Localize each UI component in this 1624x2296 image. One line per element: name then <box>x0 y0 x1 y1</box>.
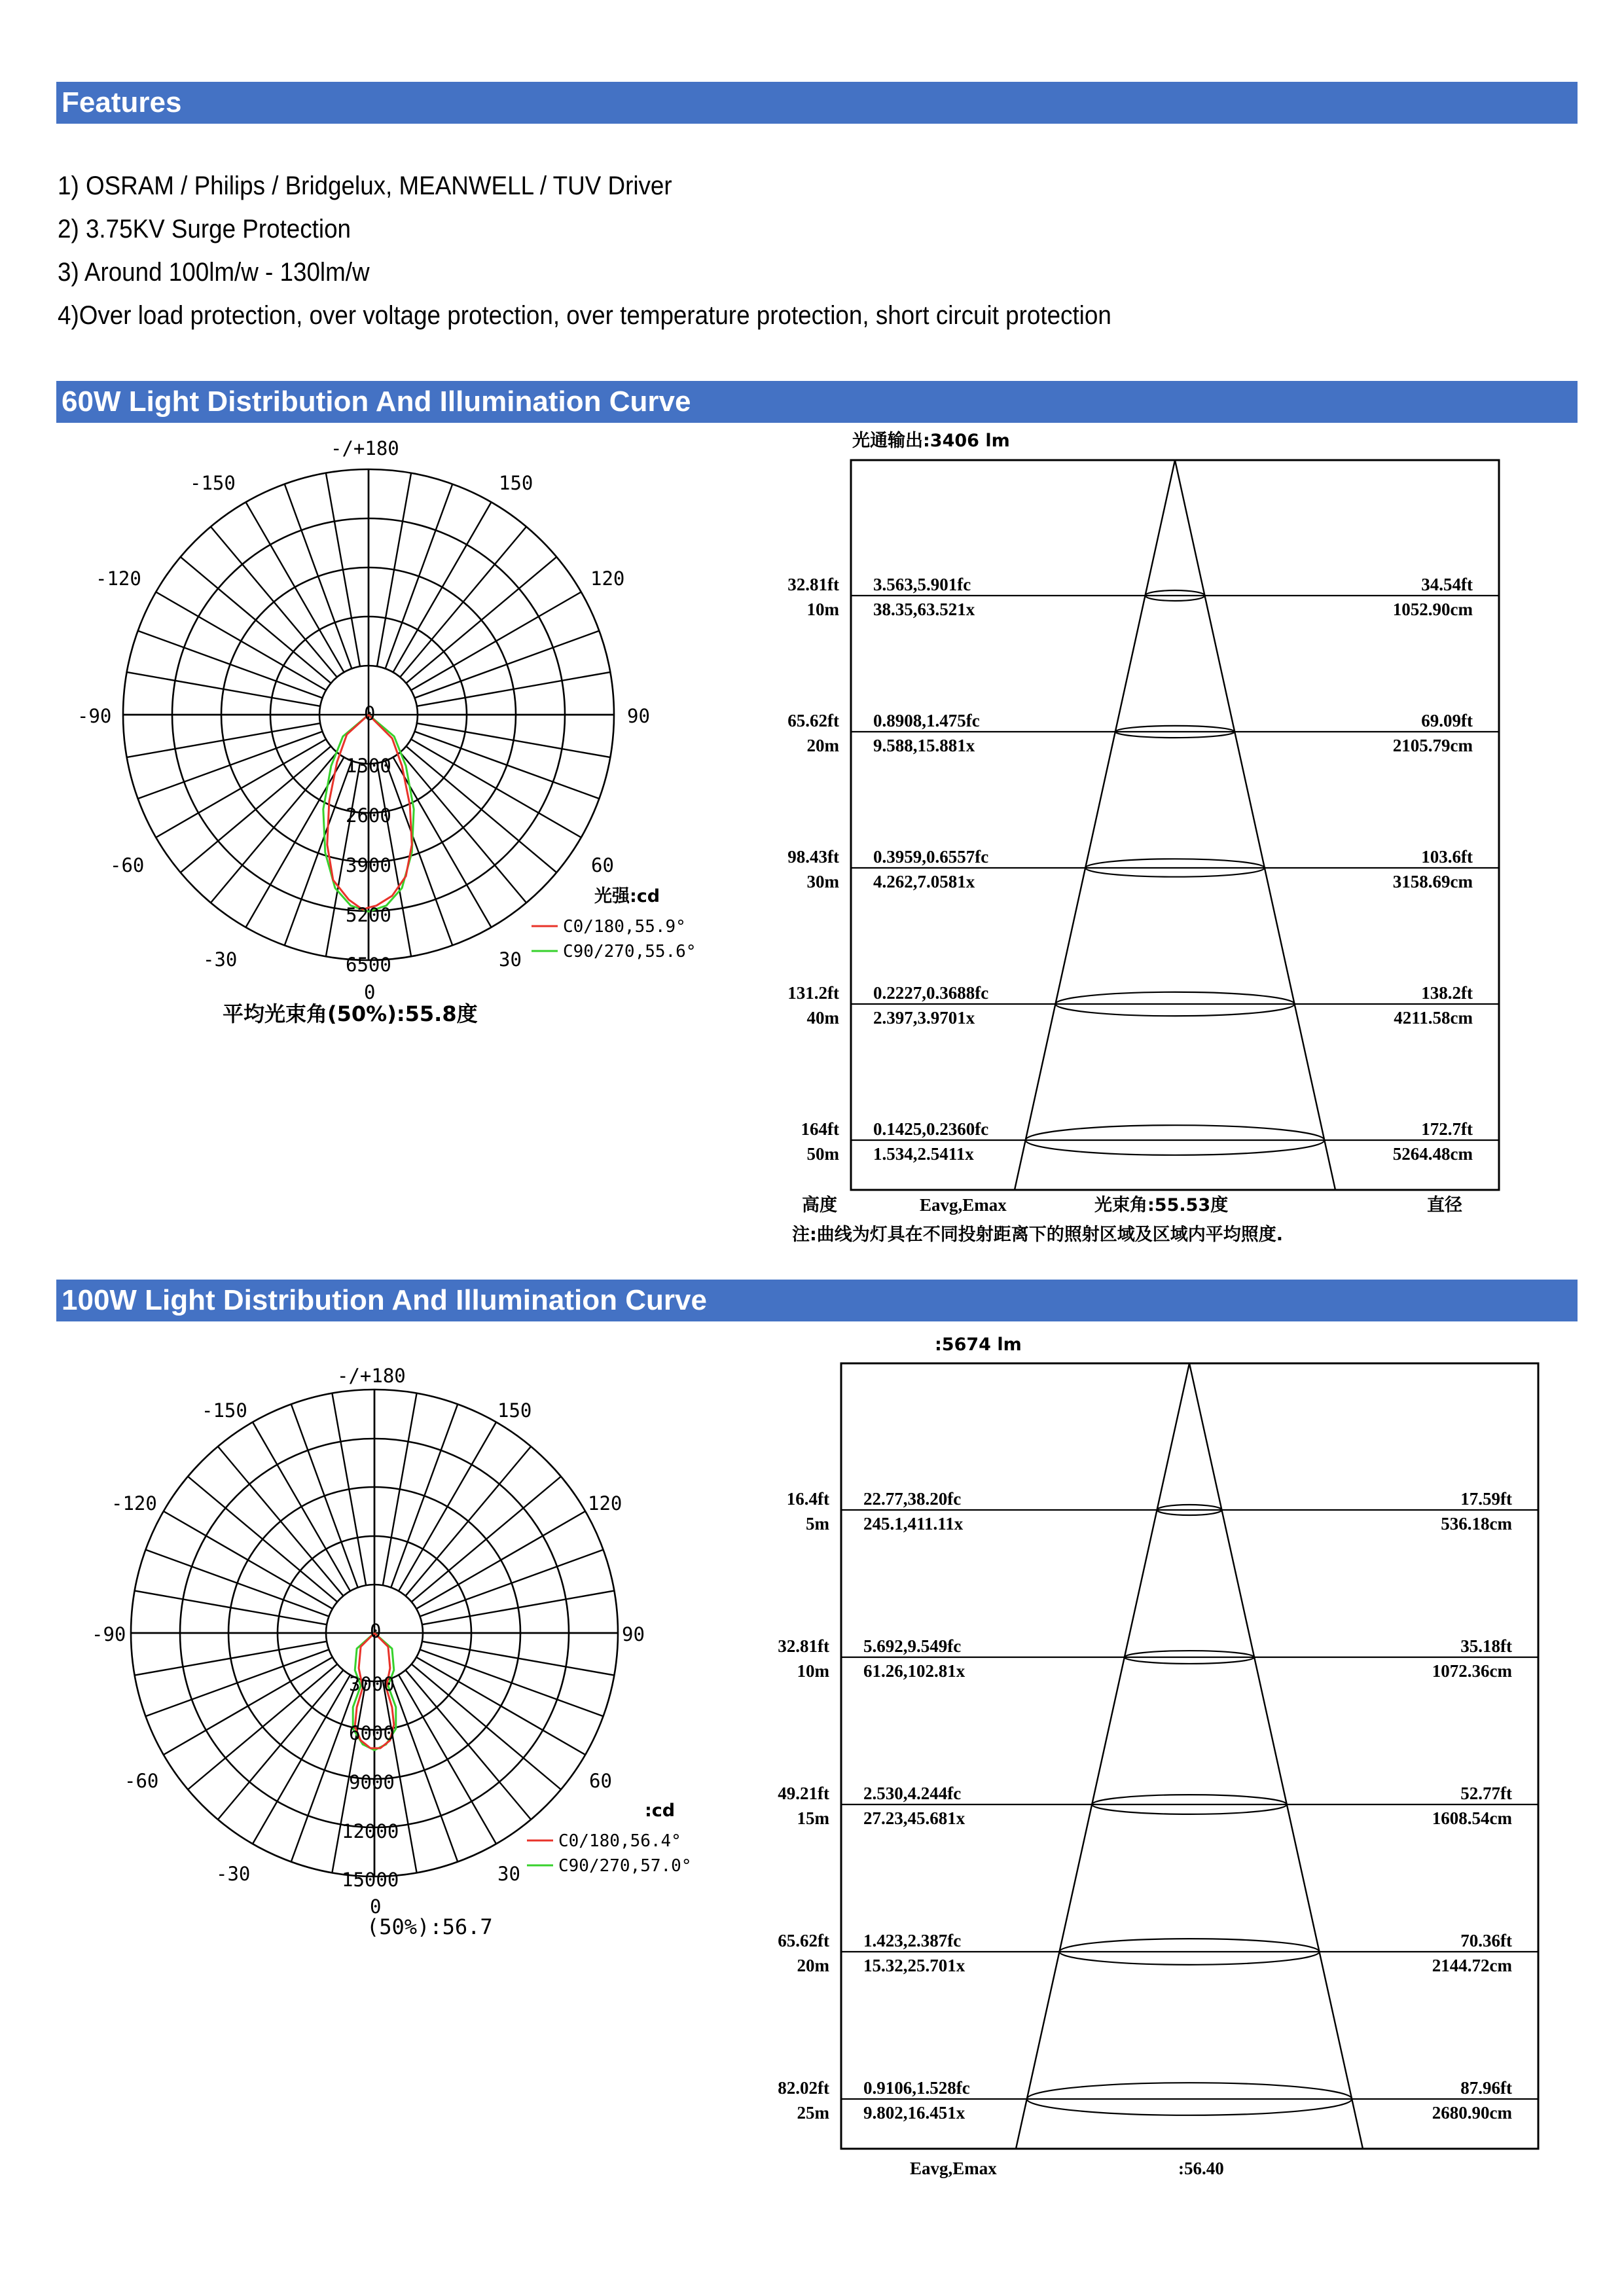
distance-ft: 82.02ft <box>778 2078 829 2098</box>
polar-spoke <box>246 502 344 672</box>
diameter-ft: 34.54ft <box>1421 575 1473 594</box>
illuminance-fc: 22.77,38.20fc <box>863 1489 962 1509</box>
angle-label: 90 <box>627 705 650 727</box>
distance-ft: 32.81ft <box>778 1636 829 1656</box>
legend-label-c90: C90/270,55.6° <box>563 942 696 961</box>
polar-spoke <box>188 1664 338 1789</box>
legend-label-c0: C0/180,55.9° <box>563 917 686 937</box>
footer-beam-label: 光束角:55.53度 <box>1094 1195 1229 1215</box>
polar-spoke <box>420 1550 603 1617</box>
polar-spoke <box>145 1550 329 1617</box>
polar-spoke <box>405 1670 531 1820</box>
angle-label: -/+180 <box>337 1365 406 1387</box>
polar-spoke <box>414 631 600 698</box>
illuminance-lx: 27.23,45.681x <box>863 1808 965 1828</box>
unit-label: 光强:cd <box>594 886 660 906</box>
diameter-cm: 4211.58cm <box>1394 1008 1473 1028</box>
radial-label: 9000 <box>349 1771 395 1793</box>
angle-label: -30 <box>203 948 238 971</box>
angle-label: -150 <box>190 472 236 494</box>
illuminance-fc: 0.1425,0.2360fc <box>873 1119 989 1139</box>
illuminance-lx: 38.35,63.521x <box>873 600 975 619</box>
feature-item-3: 3) Around 100lm/w - 130lm/w <box>58 258 370 287</box>
polar-spoke <box>393 502 491 672</box>
angle-label: -90 <box>92 1623 126 1645</box>
center-label: 0 <box>364 702 376 725</box>
polar-spoke <box>138 731 323 798</box>
diameter-cm: 2105.79cm <box>1392 736 1473 755</box>
polar-spoke <box>383 1393 417 1586</box>
angle-label: 60 <box>591 854 614 876</box>
radial-label: 3900 <box>346 854 391 876</box>
polar-spoke <box>145 1649 329 1716</box>
polar-spoke <box>291 1404 358 1587</box>
polar-diagram-60w <box>0 425 785 1047</box>
distance-m: 30m <box>806 872 839 891</box>
illumination-cone-60w <box>753 425 1604 1270</box>
distance-ft: 98.43ft <box>787 847 839 867</box>
diameter-ft: 103.6ft <box>1421 847 1473 867</box>
angle-label: 60 <box>589 1770 612 1792</box>
polar-spoke <box>246 757 344 927</box>
polar-spoke <box>164 1511 333 1609</box>
angle-label: 30 <box>497 1863 520 1885</box>
distance-ft: 32.81ft <box>787 575 839 594</box>
footnote: 注:曲线为灯具在不同投射距离下的照射区域及区域内平均照度. <box>792 1225 1284 1245</box>
angle-label: -/+180 <box>331 437 399 459</box>
polar-spoke <box>391 1678 458 1861</box>
flux-label: :5674 lm <box>935 1335 1022 1355</box>
polar-spoke <box>127 723 321 757</box>
polar-spoke <box>253 1675 350 1844</box>
polar-spoke <box>416 1657 585 1755</box>
polar-spoke <box>135 1641 327 1676</box>
polar-spoke <box>385 761 452 946</box>
polar-spoke <box>188 1477 338 1602</box>
footer-beam-label: :56.40 <box>1178 2159 1224 2178</box>
polar-spoke <box>385 484 452 670</box>
polar-spoke <box>399 1675 496 1844</box>
radial-label: 3000 <box>349 1673 395 1695</box>
polar-spoke <box>400 527 526 677</box>
polar-spoke <box>416 1511 585 1609</box>
legend-label-c90: C90/270,57.0° <box>558 1856 692 1876</box>
diameter-cm: 2144.72cm <box>1432 1956 1512 1975</box>
polar-spoke <box>410 739 581 837</box>
illuminance-fc: 1.423,2.387fc <box>863 1931 962 1950</box>
radial-label: 6500 <box>346 954 391 976</box>
angle-label: -120 <box>96 567 141 590</box>
illuminance-lx: 61.26,102.81x <box>863 1661 965 1681</box>
angle-label: 150 <box>497 1399 532 1422</box>
diameter-cm: 1608.54cm <box>1432 1808 1512 1828</box>
angle-label: -120 <box>111 1492 157 1515</box>
polar-spoke <box>406 746 556 872</box>
illuminance-fc: 0.2227,0.3688fc <box>873 983 989 1003</box>
section-100w-header: 100W Light Distribution And Illumination Curve <box>56 1280 1578 1321</box>
angle-label: 0 <box>370 1895 382 1918</box>
distance-m: 10m <box>806 600 839 619</box>
polar-spoke <box>138 631 323 698</box>
diameter-cm: 2680.90cm <box>1432 2103 1512 2123</box>
distance-ft: 16.4ft <box>786 1489 829 1509</box>
polar-spoke <box>393 757 491 927</box>
beam-angle-caption: 平均光束角(50%):55.8度 <box>223 1001 478 1026</box>
radial-label: 5200 <box>346 904 391 926</box>
angle-label: 0 <box>364 981 376 1003</box>
footer-diameter-label: 直径 <box>1427 1195 1462 1215</box>
distance-m: 5m <box>806 1514 829 1534</box>
polar-spoke <box>127 672 321 706</box>
feature-item-1: 1) OSRAM / Philips / Bridgelux, MEANWELL / TUV Driver <box>58 171 672 200</box>
center-label: 0 <box>370 1620 382 1642</box>
diameter-ft: 138.2ft <box>1421 983 1473 1003</box>
angle-label: -60 <box>124 1770 159 1792</box>
footer-height-label: 高度 <box>802 1195 837 1215</box>
polar-spoke <box>156 739 326 837</box>
angle-label: 30 <box>499 948 522 971</box>
polar-spoke <box>285 484 352 670</box>
cone-edge <box>1175 460 1335 1190</box>
polar-spoke <box>211 527 337 677</box>
illuminance-fc: 5.692,9.549fc <box>863 1636 962 1656</box>
diameter-ft: 17.59ft <box>1460 1489 1512 1509</box>
illuminance-lx: 1.534,2.5411x <box>873 1144 974 1164</box>
footer-eavg-label: Eavg,Emax <box>910 2159 997 2178</box>
legend-label-c0: C0/180,56.4° <box>558 1831 681 1851</box>
angle-label: -30 <box>216 1863 251 1885</box>
polar-spoke <box>377 473 411 667</box>
polar-spoke <box>422 1641 615 1676</box>
diameter-ft: 70.36ft <box>1460 1931 1512 1950</box>
distance-m: 20m <box>797 1956 829 1975</box>
polar-spoke <box>164 1657 333 1755</box>
polar-spoke <box>156 592 326 691</box>
section-60w-header: 60W Light Distribution And Illumination Curve <box>56 381 1578 423</box>
distance-m: 40m <box>806 1008 839 1028</box>
diameter-cm: 5264.48cm <box>1392 1144 1473 1164</box>
polar-spoke <box>422 1590 615 1624</box>
polar-spoke <box>218 1446 344 1596</box>
illuminance-lx: 4.262,7.0581x <box>873 872 975 891</box>
cone-edge <box>1189 1363 1363 2149</box>
angle-label: 90 <box>622 1623 645 1645</box>
diameter-ft: 35.18ft <box>1460 1636 1512 1656</box>
illuminance-fc: 0.8908,1.475fc <box>873 711 980 730</box>
diameter-ft: 87.96ft <box>1460 2078 1512 2098</box>
illuminance-lx: 15.32,25.701x <box>863 1956 965 1975</box>
illuminance-fc: 0.9106,1.528fc <box>863 2078 970 2098</box>
radial-label: 2600 <box>346 804 391 827</box>
angle-label: 150 <box>499 472 533 494</box>
polar-spoke <box>411 1664 561 1789</box>
polar-spoke <box>410 592 581 691</box>
polar-diagram-100w <box>0 1348 785 1950</box>
distance-ft: 49.21ft <box>778 1784 829 1803</box>
diameter-cm: 3158.69cm <box>1392 872 1473 891</box>
feature-item-2: 2) 3.75KV Surge Protection <box>58 215 351 243</box>
distance-m: 50m <box>806 1144 839 1164</box>
illumination-cone-100w <box>740 1329 1604 2199</box>
distance-m: 10m <box>797 1661 829 1681</box>
illuminance-fc: 0.3959,0.6557fc <box>873 847 989 867</box>
footer-eavg-label: Eavg,Emax <box>920 1195 1007 1215</box>
polar-spoke <box>416 723 610 757</box>
polar-spoke <box>414 731 600 798</box>
illuminance-fc: 3.563,5.901fc <box>873 575 971 594</box>
polar-spoke <box>211 752 337 903</box>
angle-label: 120 <box>590 567 625 590</box>
radial-label: 12000 <box>342 1820 399 1842</box>
polar-spoke <box>181 746 331 872</box>
illuminance-lx: 245.1,411.11x <box>863 1514 964 1534</box>
diameter-cm: 1072.36cm <box>1432 1661 1512 1681</box>
polar-spoke <box>399 1422 496 1591</box>
distance-ft: 164ft <box>801 1119 839 1139</box>
diameter-cm: 1052.90cm <box>1392 600 1473 619</box>
distance-ft: 131.2ft <box>787 983 839 1003</box>
polar-spoke <box>253 1422 350 1591</box>
distance-m: 15m <box>797 1808 829 1828</box>
radial-label: 1300 <box>346 755 391 777</box>
unit-label: :cd <box>645 1801 676 1821</box>
polar-spoke <box>218 1670 344 1820</box>
beam-angle-caption: (50%):56.7 <box>367 1914 493 1939</box>
polar-spoke <box>181 557 331 683</box>
distance-m: 25m <box>797 2103 829 2123</box>
distance-ft: 65.62ft <box>787 711 839 730</box>
polar-spoke <box>405 1446 531 1596</box>
polar-spoke <box>391 1404 458 1587</box>
diameter-ft: 52.77ft <box>1460 1784 1512 1803</box>
diameter-ft: 69.09ft <box>1421 711 1473 730</box>
illuminance-lx: 9.802,16.451x <box>863 2103 965 2123</box>
radial-label: 15000 <box>342 1869 399 1891</box>
polar-spoke <box>326 473 360 667</box>
illuminance-lx: 2.397,3.9701x <box>873 1008 975 1028</box>
diameter-cm: 536.18cm <box>1441 1514 1512 1534</box>
flux-label: 光通输出:3406 lm <box>852 431 1010 451</box>
diameter-ft: 172.7ft <box>1421 1119 1473 1139</box>
polar-spoke <box>411 1477 561 1602</box>
distance-ft: 65.62ft <box>778 1931 829 1950</box>
polar-spoke <box>416 672 610 706</box>
feature-item-4: 4)Over load protection, over voltage protection, over temperature protection, short circuit protection <box>58 301 1111 330</box>
illuminance-lx: 9.588,15.881x <box>873 736 975 755</box>
angle-label: -60 <box>110 854 145 876</box>
cone-edge <box>1016 1363 1189 2149</box>
polar-spoke <box>332 1393 366 1586</box>
polar-spoke <box>285 761 352 946</box>
illuminance-fc: 2.530,4.244fc <box>863 1784 962 1803</box>
cone-edge <box>1015 460 1175 1190</box>
angle-label: -150 <box>202 1399 247 1422</box>
radial-label: 6000 <box>349 1722 395 1744</box>
polar-spoke <box>420 1649 603 1716</box>
polar-spoke <box>400 752 526 903</box>
angle-label: 120 <box>588 1492 623 1515</box>
features-header: Features <box>56 82 1578 124</box>
angle-label: -90 <box>77 705 112 727</box>
polar-spoke <box>406 557 556 683</box>
polar-spoke <box>135 1590 327 1624</box>
distance-m: 20m <box>806 736 839 755</box>
